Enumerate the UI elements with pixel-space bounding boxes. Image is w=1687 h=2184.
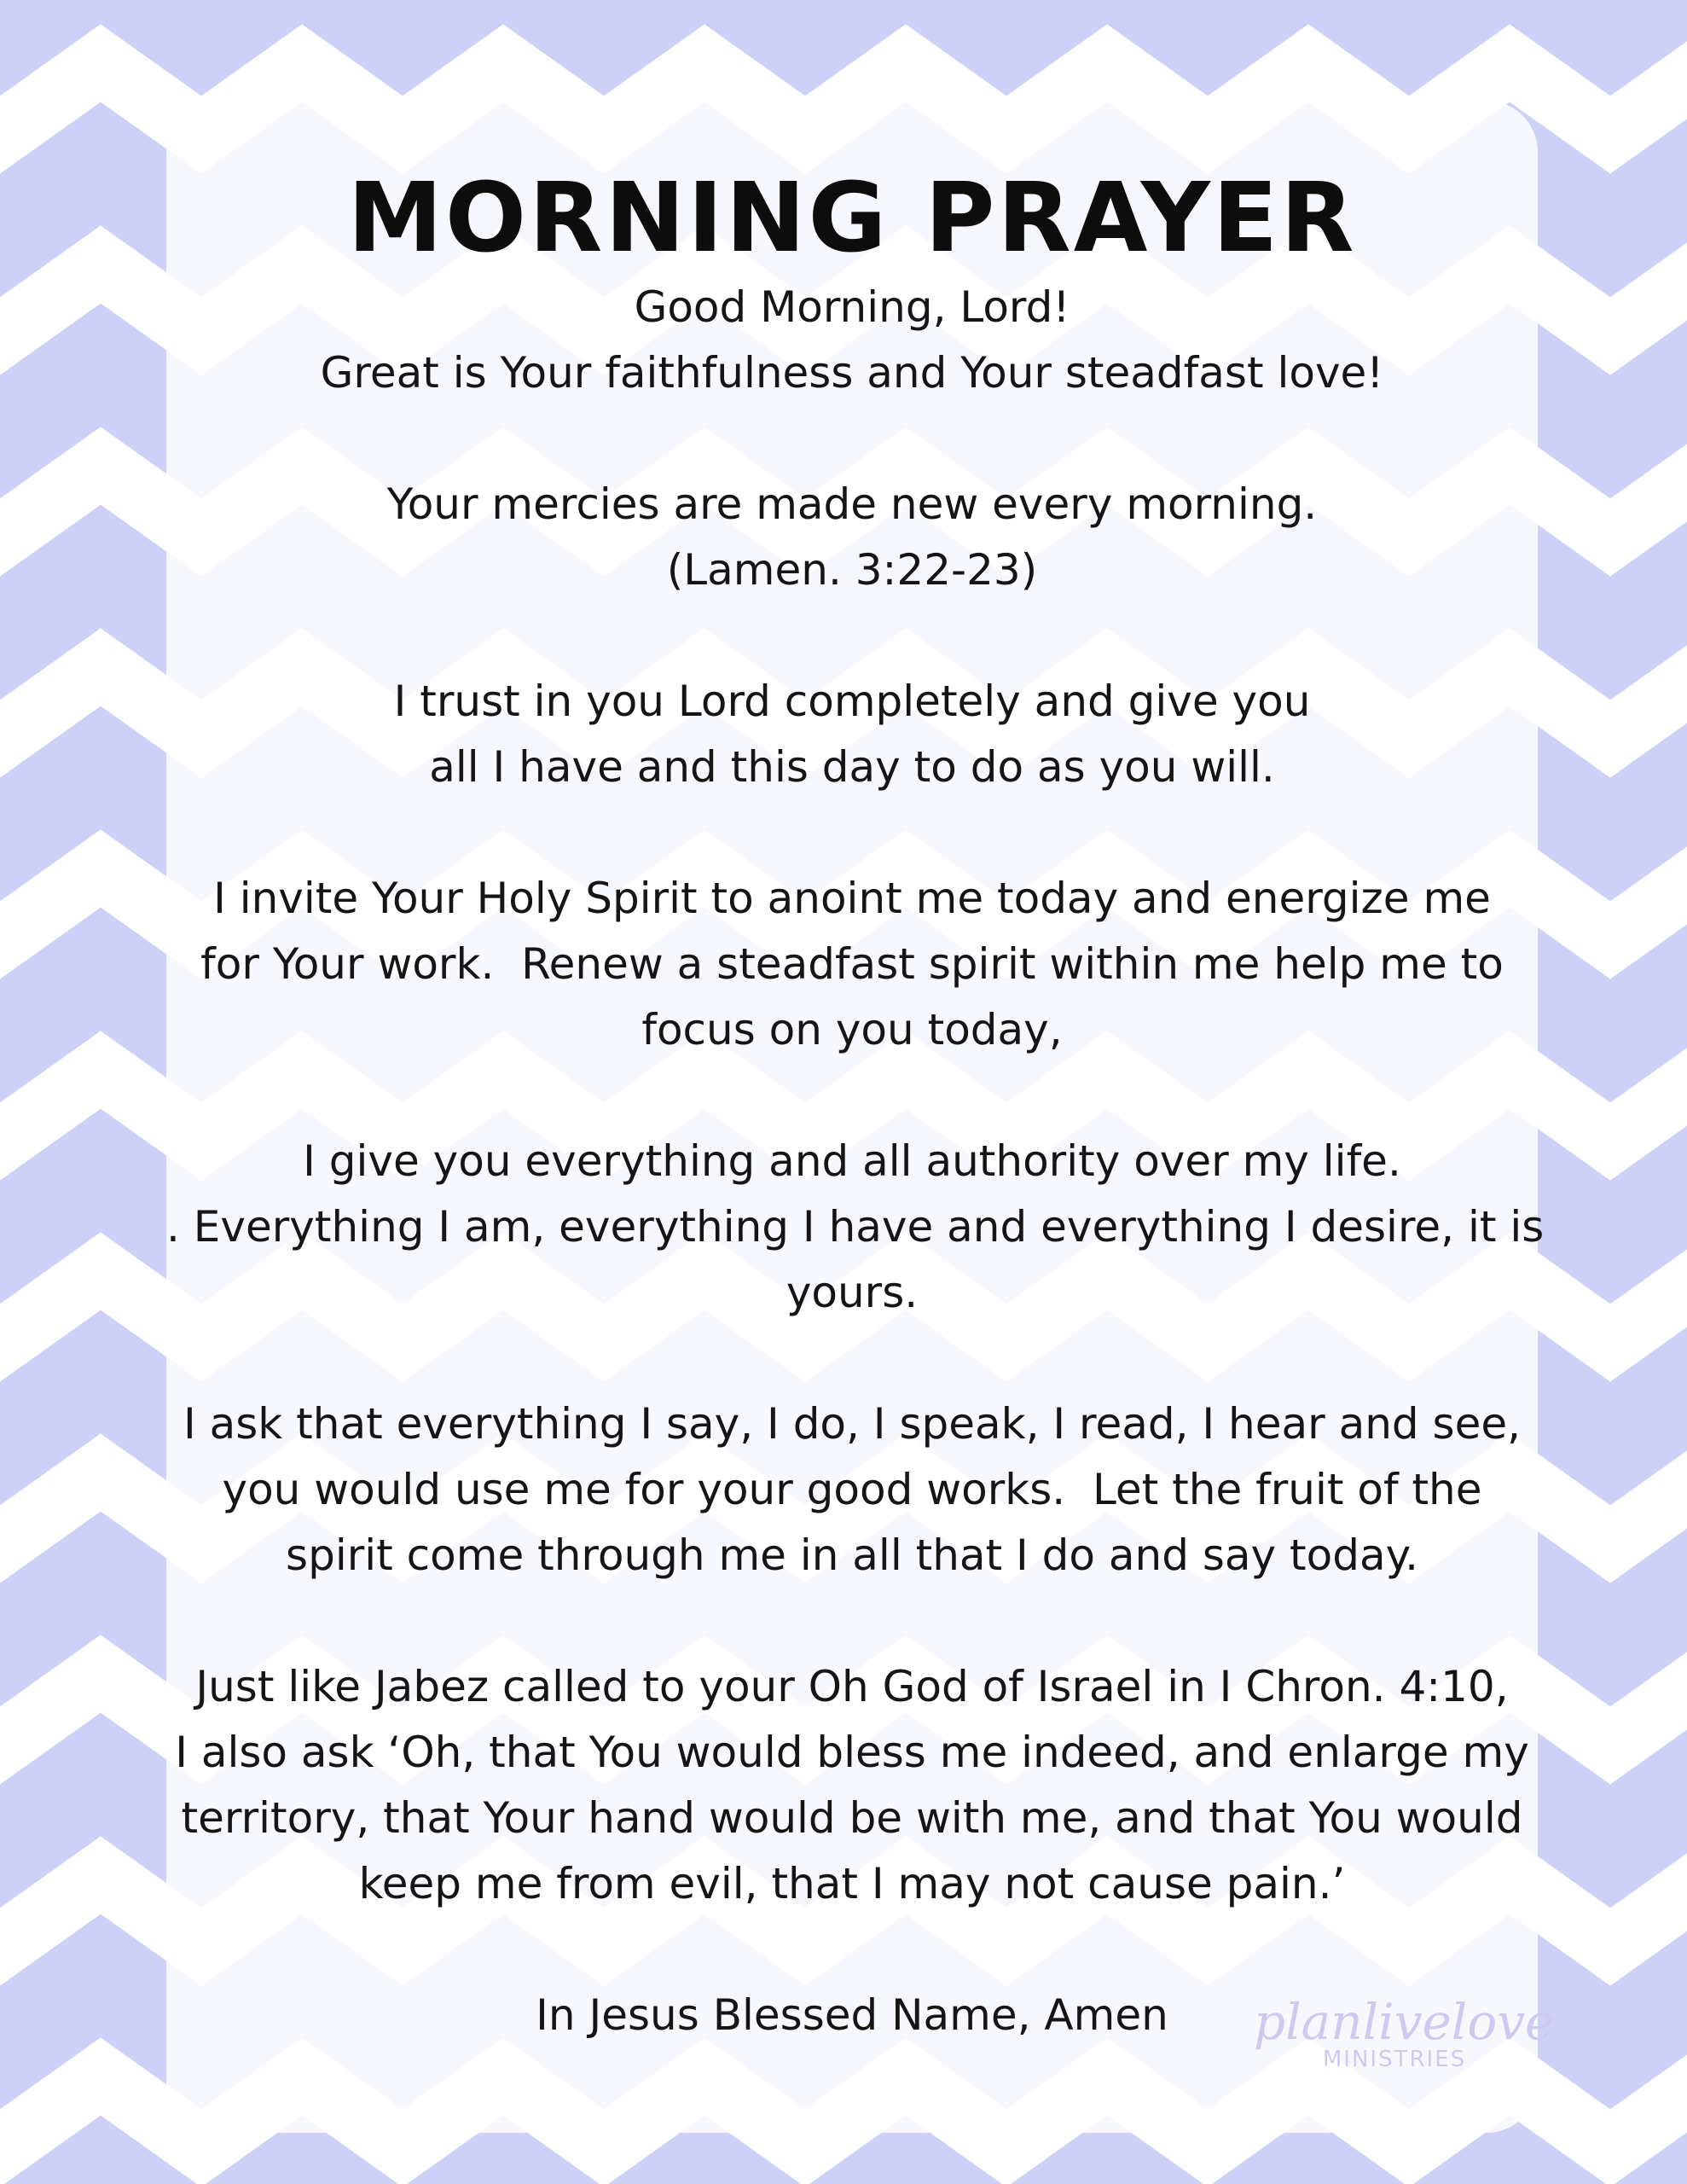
brand-watermark bbox=[1254, 1993, 1555, 2072]
prayer-line: I give you everything and all authority over my life. bbox=[303, 1136, 1401, 1186]
scripture-reference: (Lamen. 3:22-23) bbox=[666, 545, 1038, 595]
chevron-stripe bbox=[0, 2177, 1687, 2184]
prayer-line: all I have and this day to do as you will. bbox=[429, 742, 1275, 792]
prayer-line: I invite Your Holy Spirit to anoint me today and energize me bbox=[213, 874, 1491, 923]
prayer-line: you would use me for your good works. Let the fruit of the bbox=[222, 1465, 1482, 1514]
prayer-line: territory, that Your hand would be with me, and that You would bbox=[181, 1793, 1523, 1843]
stanza-good-works bbox=[166, 1391, 1538, 1589]
prayer-line: spirit come through me in all that I do and say today. bbox=[286, 1531, 1418, 1580]
prayer-content bbox=[166, 162, 1555, 2114]
page-title: MORNING PRAYER bbox=[347, 163, 1357, 274]
stanza-trust bbox=[166, 669, 1538, 800]
watermark-script-text: planlivelove bbox=[1254, 1993, 1555, 2051]
stanza-authority bbox=[166, 1129, 1545, 1326]
prayer-line: keep me from evil, that I may not cause pain.’ bbox=[358, 1859, 1346, 1908]
prayer-line: I trust in you Lord completely and give you bbox=[393, 677, 1311, 726]
prayer-line: Your mercies are made new every morning. bbox=[386, 479, 1318, 529]
prayer-line: for Your work. Renew a steadfast spirit within me help me to bbox=[200, 939, 1504, 989]
closing-line: In Jesus Blessed Name, Amen bbox=[536, 1990, 1168, 2040]
stanza-holy-spirit bbox=[166, 866, 1538, 1063]
prayer-line: focus on you today, bbox=[641, 1005, 1063, 1054]
prayer-line: yours. bbox=[786, 1268, 919, 1317]
stanza-jabez bbox=[166, 1654, 1538, 1917]
prayer-line: Great is Your faithfulness and Your steadfast love! bbox=[320, 348, 1384, 398]
prayer-line: Good Morning, Lord! bbox=[634, 282, 1070, 332]
prayer-line: I also ask ‘Oh, that You would bless me indeed, and enlarge my bbox=[175, 1728, 1529, 1777]
prayer-line: I ask that everything I say, I do, I speak, I read, I hear and see, bbox=[183, 1399, 1522, 1449]
stanza-mercies bbox=[166, 472, 1538, 603]
watermark-subtitle: MINISTRIES bbox=[1322, 2047, 1467, 2072]
stanza-greeting bbox=[166, 275, 1538, 406]
prayer-line: . Everything I am, everything I have and everything I desire, it is bbox=[166, 1202, 1545, 1252]
prayer-line: Just like Jabez called to your Oh God of Israel in I Chron. 4:10, bbox=[195, 1662, 1509, 1711]
chevron-stripe bbox=[0, 0, 1687, 34]
